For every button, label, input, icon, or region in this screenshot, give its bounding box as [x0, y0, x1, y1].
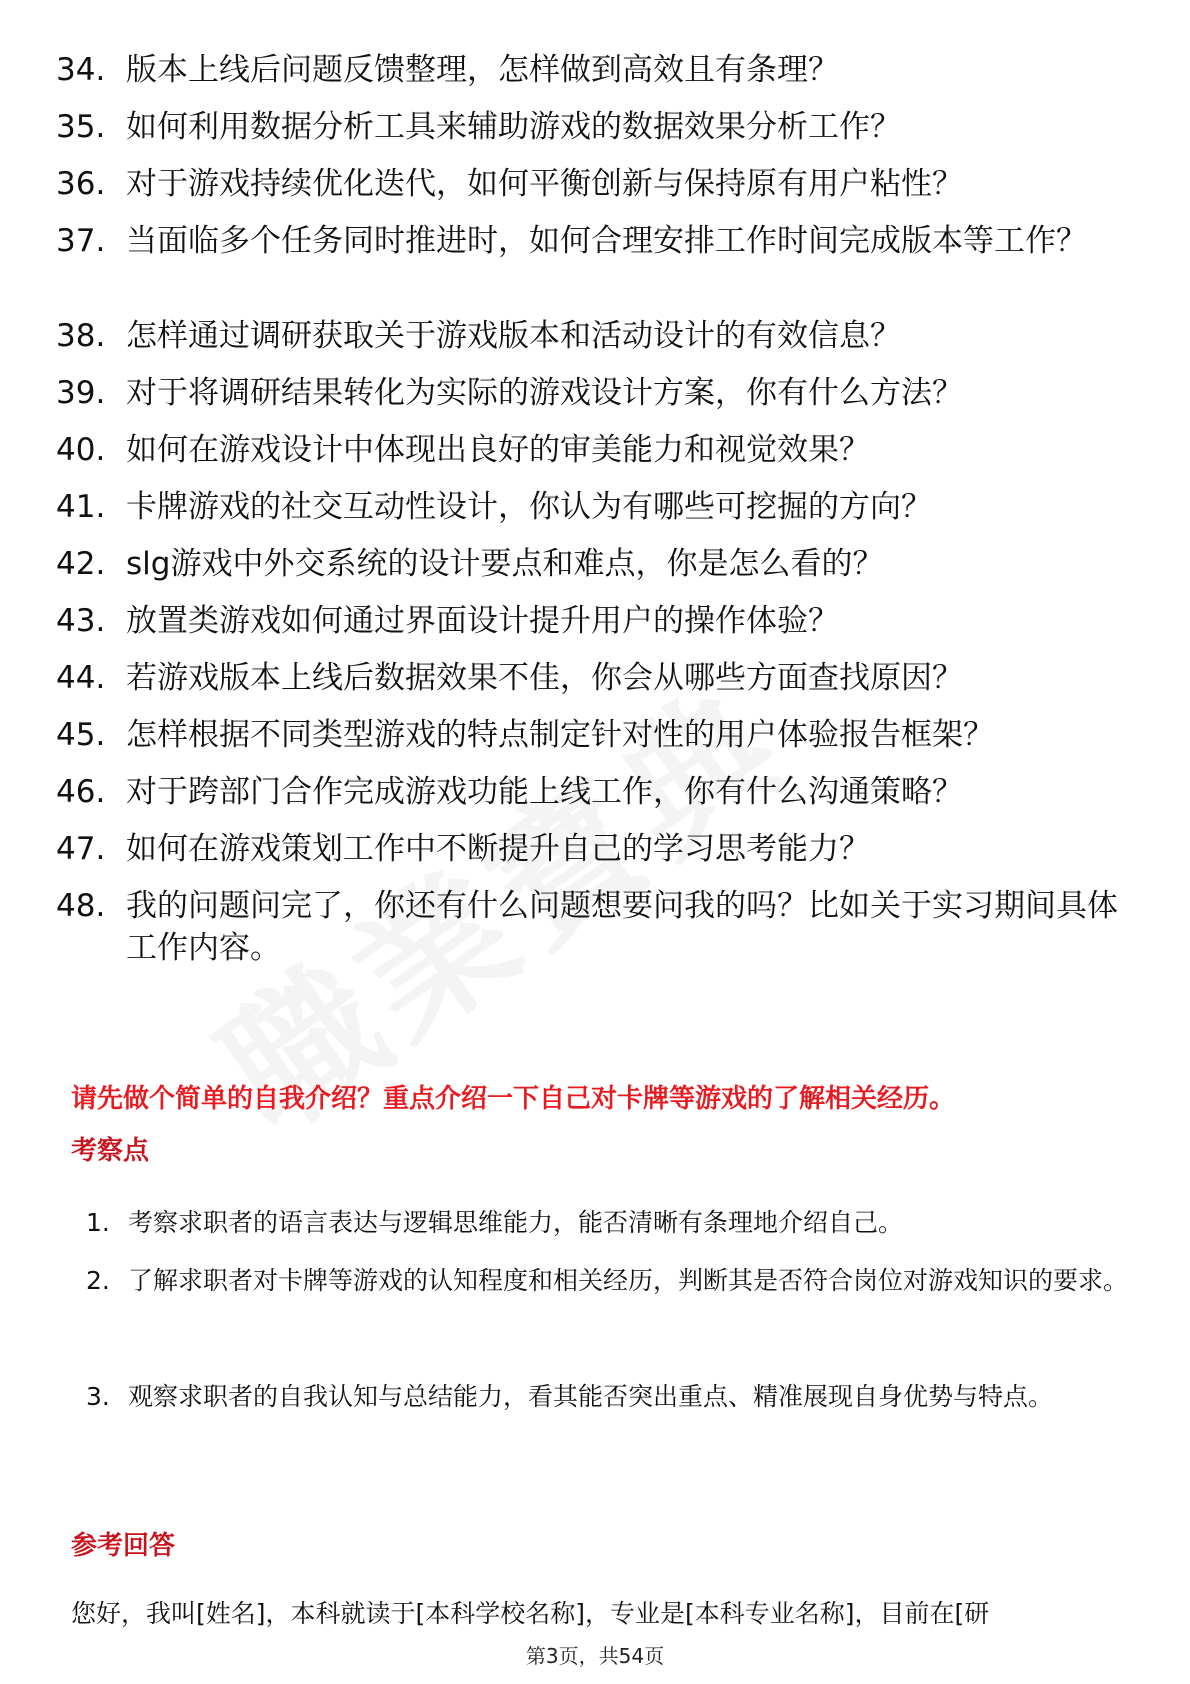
point-number: 3. — [86, 1382, 110, 1411]
point-number: 1. — [86, 1208, 110, 1237]
list-item — [56, 600, 1136, 642]
question-number: 40. — [56, 432, 106, 468]
list-item — [56, 315, 1136, 357]
question-text: 如何在游戏设计中体现出良好的审美能力和视觉效果？ — [126, 432, 870, 468]
question-text: 怎样根据不同类型游戏的特点制定针对性的用户体验报告框架？ — [126, 717, 994, 753]
list-item — [56, 714, 1136, 756]
question-number: 37. — [56, 223, 106, 259]
list-item — [56, 543, 1136, 585]
list-item — [56, 486, 1136, 528]
question-heading: 请先做个简单的自我介绍？重点介绍一下自己对卡牌等游戏的了解相关经历。 — [71, 1084, 956, 1114]
question-text: 如何利用数据分析工具来辅助游戏的数据效果分析工作？ — [126, 109, 901, 145]
question-text: 对于跨部门合作完成游戏功能上线工作，你有什么沟通策略？ — [126, 774, 963, 810]
question-text: 如何在游戏策划工作中不断提升自己的学习思考能力？ — [126, 831, 870, 867]
list-item — [56, 885, 1136, 969]
list-item — [56, 372, 1136, 414]
list-item — [86, 1194, 1126, 1252]
reference-answer-label: 参考回答 — [71, 1531, 176, 1561]
question-text: 对于将调研结果转化为实际的游戏设计方案，你有什么方法？ — [126, 375, 963, 411]
question-number: 43. — [56, 603, 106, 639]
point-text: 观察求职者的自我认知与总结能力，看其能否突出重点、精准展现自身优势与特点。 — [128, 1382, 1054, 1411]
question-text: 当面临多个任务同时推进时，如何合理安排工作时间完成版本等工作？ — [126, 223, 1087, 259]
question-number: 35. — [56, 109, 106, 145]
question-number: 39. — [56, 375, 106, 411]
question-text: 卡牌游戏的社交互动性设计，你认为有哪些可挖掘的方向？ — [126, 489, 932, 525]
question-text: 若游戏版本上线后数据效果不佳，你会从哪些方面查找原因？ — [126, 660, 963, 696]
question-number: 41. — [56, 489, 106, 525]
question-number: 44. — [56, 660, 106, 696]
list-item — [56, 657, 1136, 699]
question-number: 46. — [56, 774, 106, 810]
list-item — [56, 828, 1136, 870]
question-number: 36. — [56, 166, 106, 202]
question-text: slg游戏中外交系统的设计要点和难点，你是怎么看的？ — [126, 546, 884, 582]
exam-points-label: 考察点 — [71, 1136, 150, 1166]
question-text: 版本上线后问题反馈整理，怎样做到高效且有条理？ — [126, 52, 839, 88]
list-item — [56, 220, 1136, 262]
question-text: 怎样通过调研获取关于游戏版本和活动设计的有效信息？ — [126, 318, 901, 354]
list-item — [86, 1368, 1126, 1426]
list-item — [56, 163, 1136, 205]
list-item — [56, 49, 1136, 91]
question-number: 48. — [56, 888, 106, 924]
answer-paragraph: 您好，我叫[姓名]，本科就读于[本科学校名称]，专业是[本科专业名称]，目前在[研 — [71, 1599, 990, 1628]
question-text: 对于游戏持续优化迭代，如何平衡创新与保持原有用户粘性？ — [126, 166, 963, 202]
question-text: 我的问题问完了，你还有什么问题想要问我的吗？比如关于实习期间具体工作内容。 — [126, 888, 1118, 966]
question-number: 42. — [56, 546, 106, 582]
question-number: 38. — [56, 318, 106, 354]
list-item — [56, 106, 1136, 148]
list-item — [86, 1252, 1129, 1310]
question-number: 45. — [56, 717, 106, 753]
list-item — [56, 429, 1136, 471]
page-footer: 第3页，共54页 — [525, 1644, 665, 1668]
point-text: 考察求职者的语言表达与逻辑思维能力，能否清晰有条理地介绍自己。 — [128, 1208, 904, 1237]
question-number: 47. — [56, 831, 106, 867]
point-text: 了解求职者对卡牌等游戏的认知程度和相关经历，判断其是否符合岗位对游戏知识的要求。 — [128, 1266, 1129, 1295]
question-text: 放置类游戏如何通过界面设计提升用户的操作体验？ — [126, 603, 839, 639]
list-item — [56, 771, 1136, 813]
question-number: 34. — [56, 52, 106, 88]
point-number: 2. — [86, 1266, 110, 1295]
